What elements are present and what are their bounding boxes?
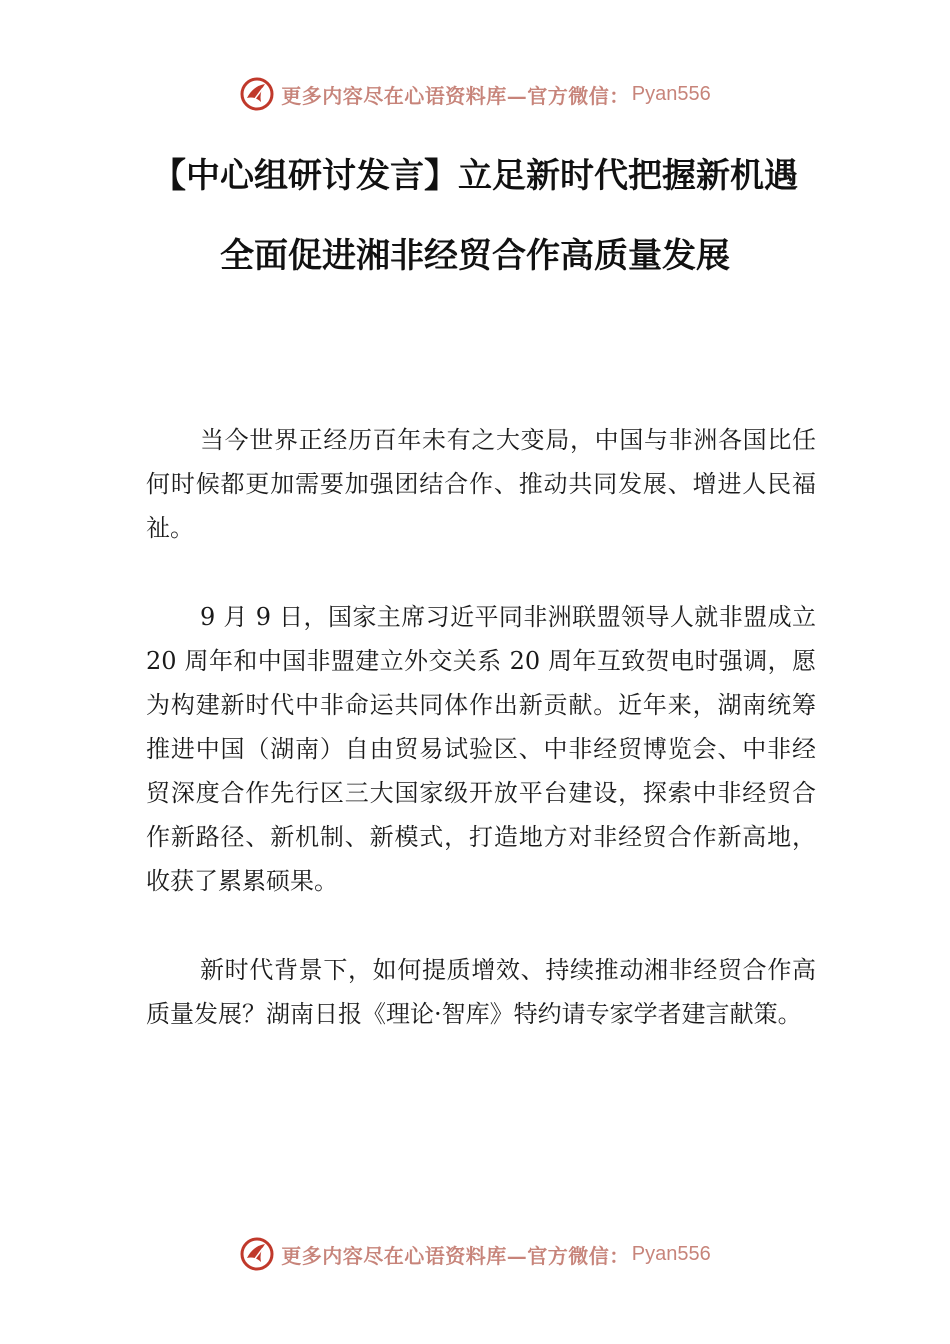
footer-banner xyxy=(0,1232,950,1276)
header-banner xyxy=(0,72,950,116)
page-title xyxy=(60,136,890,296)
banner-wechat-id: Pyan556 xyxy=(631,1242,711,1265)
banner-wechat-id: Pyan556 xyxy=(631,82,711,105)
logo-icon xyxy=(239,76,275,112)
title-line-1: 【中心组研讨发言】立足新时代把握新机遇 xyxy=(152,156,798,196)
banner-text: 更多内容尽在心语资料库—官方微信： xyxy=(281,83,630,108)
paragraph-1: 当今世界正经历百年未有之大变局，中国与非洲各国比任何时候都更加需要加强团结合作、推动共同发展、增进人民福祉。 xyxy=(146,426,816,542)
title-line-2: 全面促进湘非经贸合作高质量发展 xyxy=(220,236,730,276)
paragraph-2: 9 月 9 日，国家主席习近平同非洲联盟领导人就非盟成立 20 周年和中国非盟建立外交关系 20 周年互致贺电时强调，愿为构建新时代中非命运共同体作出新贡献。近年来，湖南统筹推进中国（湖南）自由贸易试验区、中非经贸博览会、中非经贸深度合作先行区三大国家级开放平台建设，探索中非经贸合作新路径、新机制、新模式，打造地方对非经贸合作新高地，收获了累累硕果。 xyxy=(146,603,816,895)
banner-text: 更多内容尽在心语资料库—官方微信： xyxy=(281,1243,630,1268)
logo-icon xyxy=(239,1236,275,1272)
paragraph-3: 新时代背景下，如何提质增效、持续推动湘非经贸合作高质量发展？湖南日报《理论·智库》特约请专家学者建言献策。 xyxy=(146,956,816,1028)
